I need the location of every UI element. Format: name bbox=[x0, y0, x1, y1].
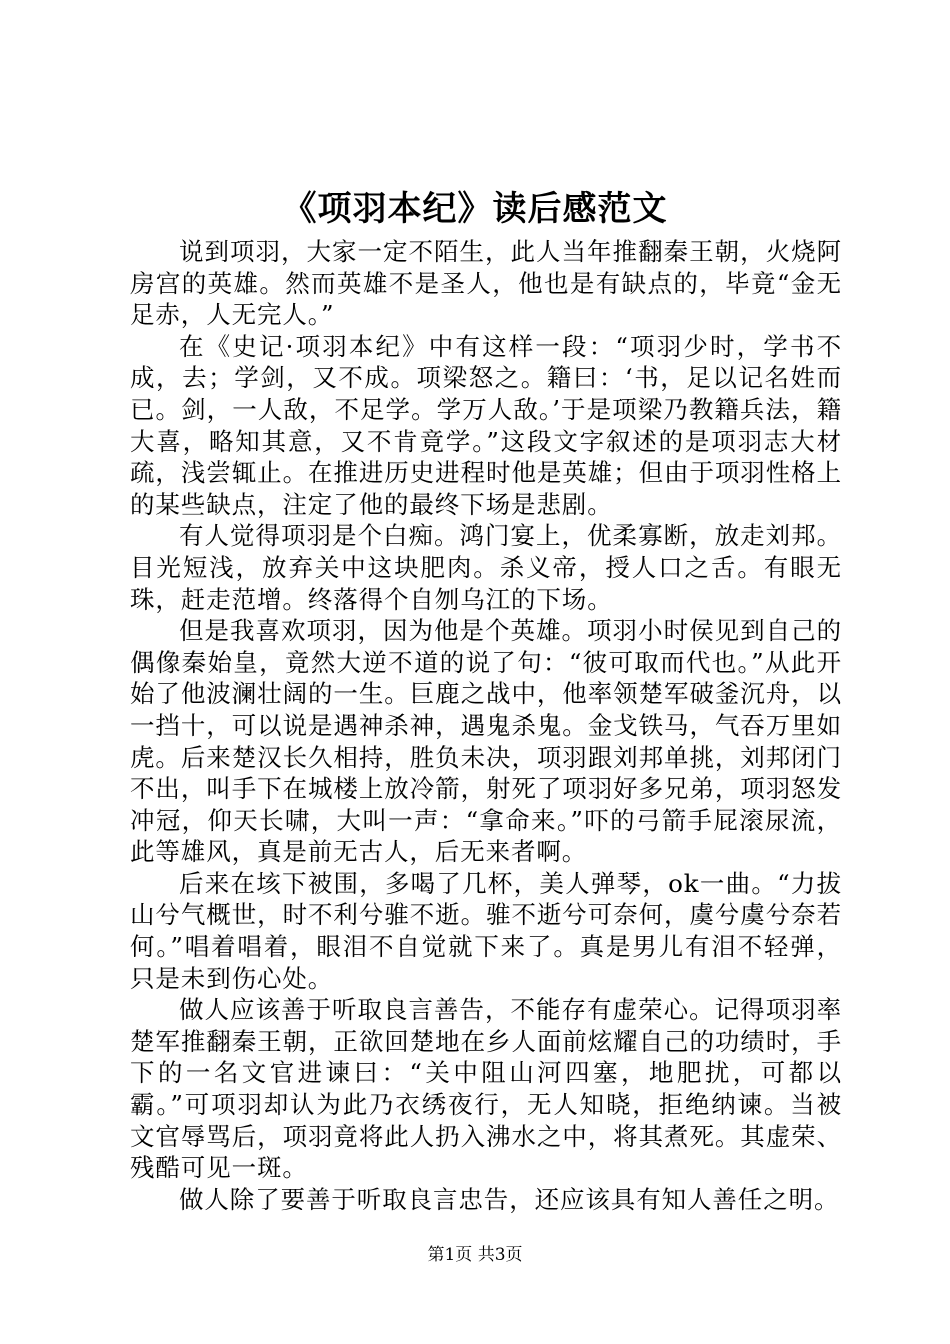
paragraph: 做人除了要善于听取良言忠告，还应该具有知人善任之明。 bbox=[179, 1184, 840, 1214]
paragraph: 在《史记·项羽本纪》中有这样一段：“项羽少时，学书不成，去；学剑，又不成。项梁怒之。籍曰：‘书，足以记名姓而已。剑，一人敌，不足学。学万人敌。’于是项梁乃教籍兵法，籍大喜，略知其意，又不肯竟学。”这段文字叙述的是项羽志大材疏，浅尝辄止。在推进历史进程时他是英雄；但由于项羽性格上的某些缺点，注定了他的最终下场是悲剧。 bbox=[130, 331, 842, 519]
paragraph: 后来在垓下被围，多喝了几杯，美人弹琴，ok一曲。“力拔山兮气概世，时不利兮骓不逝。骓不逝兮可奈何，虞兮虞兮奈若何。”唱着唱着，眼泪不自觉就下来了。真是男儿有泪不轻弹，只是未到伤心处。 bbox=[130, 868, 842, 993]
document-title: 《项羽本纪》读后感范文 bbox=[282, 189, 668, 229]
paragraph: 有人觉得项羽是个白痴。鸿门宴上，优柔寡断，放走刘邦。目光短浅，放弃关中这块肥肉。杀义帝，授人口之舌。有眼无珠，赶走范增。终落得个自刎乌江的下场。 bbox=[130, 521, 842, 614]
document-body bbox=[130, 236, 842, 1215]
paragraph: 做人应该善于听取良言善告，不能存有虚荣心。记得项羽率楚军推翻秦王朝，正欲回楚地在乡人面前炫耀自己的功绩时，手下的一名文官进谏曰：“关中阻山河四塞，地肥扰，可都以霸。”可项羽却认为此乃衣绣夜行，无人知晓，拒绝纳谏。当被文官辱骂后，项羽竟将此人扔入沸水之中，将其煮死。其虚荣、残酷可见一斑。 bbox=[130, 995, 842, 1183]
paragraph: 但是我喜欢项羽，因为他是个英雄。项羽小时侯见到自己的偶像秦始皇，竟然大逆不道的说了句：“彼可取而代也。”从此开始了他波澜壮阔的一生。巨鹿之战中，他率领楚军破釜沉舟，以一挡十，可以说是遇神杀神，遇鬼杀鬼。金戈铁马，气吞万里如虎。后来楚汉长久相持，胜负未决，项羽跟刘邦单挑，刘邦闭门不出，叫手下在城楼上放冷箭，射死了项羽好多兄弟，项羽怒发冲冠，仰天长啸，大叫一声：“拿命来。”吓的弓箭手屁滚尿流，此等雄风，真是前无古人，后无来者啊。 bbox=[130, 616, 842, 867]
paragraph: 说到项羽，大家一定不陌生，此人当年推翻秦王朝，火烧阿房宫的英雄。然而英雄不是圣人，他也是有缺点的，毕竟“金无足赤，人无完人。” bbox=[130, 237, 842, 330]
page-number-footer: 第1页 共3页 bbox=[427, 1245, 523, 1265]
